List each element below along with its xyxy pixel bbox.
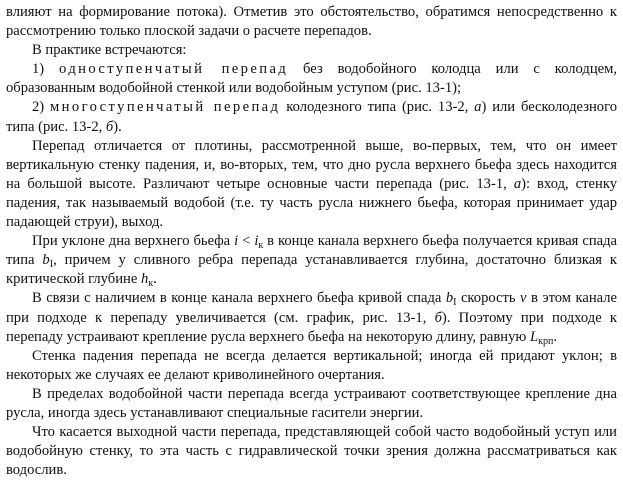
text-run: Стенка падения перепада не всегда делается вертикальной; иногда ей придают уклон; в некоторых же случаях ее делают криволинейного очертания.	[6, 347, 617, 383]
text-run: .	[553, 328, 557, 345]
text-run: ).	[113, 118, 122, 135]
text-run: Что касается выходной части перепада, представляющей собой часто водобойный уступ или водобойную стенку, то эта часть с гидравлической точки зрения должна рассматриваться как водослив.	[6, 424, 617, 479]
spaced-term: многоступенчатый перепад	[50, 99, 281, 116]
subscript: к	[148, 278, 154, 290]
text-run: В связи с наличием в конце канала верхнего бьефа кривой спада	[32, 290, 446, 307]
paragraph-10	[6, 423, 617, 480]
text-run: 2)	[32, 99, 51, 116]
text-run: влияют на формирование потока). Отметив это обстоятельство, обратимся непосредственно к рассмотрению только плоской задачи о расчете перепадов.	[6, 4, 617, 40]
italic-symbol: b	[445, 290, 454, 307]
text-run: в конце канала верхнего бьефа получается кривая спада типа	[6, 233, 618, 269]
subscript: I	[49, 259, 54, 271]
italic-symbol: i	[234, 233, 239, 250]
text-run: В пределах водобойной части перепада всегда устраивают соответствующее крепление дна русла, иногда здесь устанавливают специальные гасители энергии.	[6, 385, 617, 421]
subscript: к	[258, 240, 264, 252]
spaced-term: одноступенчатый перепад	[59, 61, 289, 78]
text-body	[6, 3, 617, 480]
italic-symbol: i	[254, 233, 259, 250]
text-run: ). Поэтому при подходе к перепаду устраивают крепление русла верхнего бьефа на некоторую длину, равную	[6, 309, 617, 345]
italic-symbol: а	[513, 175, 522, 192]
paragraph-4	[6, 98, 617, 136]
paragraph-9	[6, 385, 617, 423]
italic-symbol: б	[434, 309, 442, 326]
text-run: колодезного типа (рис. 13-2,	[280, 99, 475, 116]
text-run: ) или бесколодезного типа (рис. 13-2,	[6, 99, 617, 135]
subscript: I	[453, 297, 457, 309]
paragraph-1	[6, 3, 617, 41]
text-run: в этом канале при подходе к перепаду увеличивается (см. график, рис. 13-1,	[6, 290, 618, 326]
paragraph-3	[6, 60, 617, 98]
subscript: крп	[538, 335, 554, 347]
text-run: 1)	[32, 61, 60, 78]
paragraph-6	[6, 232, 617, 289]
text-run: ): вход, стенку падения, так называемый водобой (т.е. ту часть русла нижнего бьефа, которая принимает удар падающей струи), выход.	[6, 175, 617, 231]
text-run: <	[238, 233, 255, 250]
paragraph-2	[6, 41, 617, 60]
paragraph-5	[6, 137, 617, 232]
italic-symbol: v	[520, 290, 527, 307]
text-run: скорость	[456, 290, 521, 307]
italic-symbol: б	[105, 118, 114, 135]
italic-symbol: h	[140, 271, 149, 288]
text-run: без водобойного колодца или с колодцем, образованным водобойной стенкой или водобойным уступом (рис. 13-1);	[6, 61, 617, 97]
italic-symbol: а	[474, 99, 482, 116]
paragraph-7	[6, 289, 617, 346]
text-run: Перепад отличается от плотины, рассмотренной выше, во-первых, тем, что он имеет вертикальную стенку падения, и, во-вторых, тем, что дно русла верхнего бьефа здесь находится на большой высоте. Различают четыре основные части перепада (рис. 13-1,	[6, 137, 617, 192]
text-run: В практике встречаются:	[32, 42, 187, 59]
text-run: , причем у сливного ребра перепада устанавливается глубина, достаточно близкая к критической глубине	[6, 252, 617, 288]
text-run: .	[153, 271, 157, 288]
italic-symbol: L	[529, 328, 539, 345]
text-run: При уклоне дна верхнего бьефа	[32, 233, 235, 250]
italic-symbol: b	[42, 252, 50, 269]
paragraph-8	[6, 347, 617, 385]
